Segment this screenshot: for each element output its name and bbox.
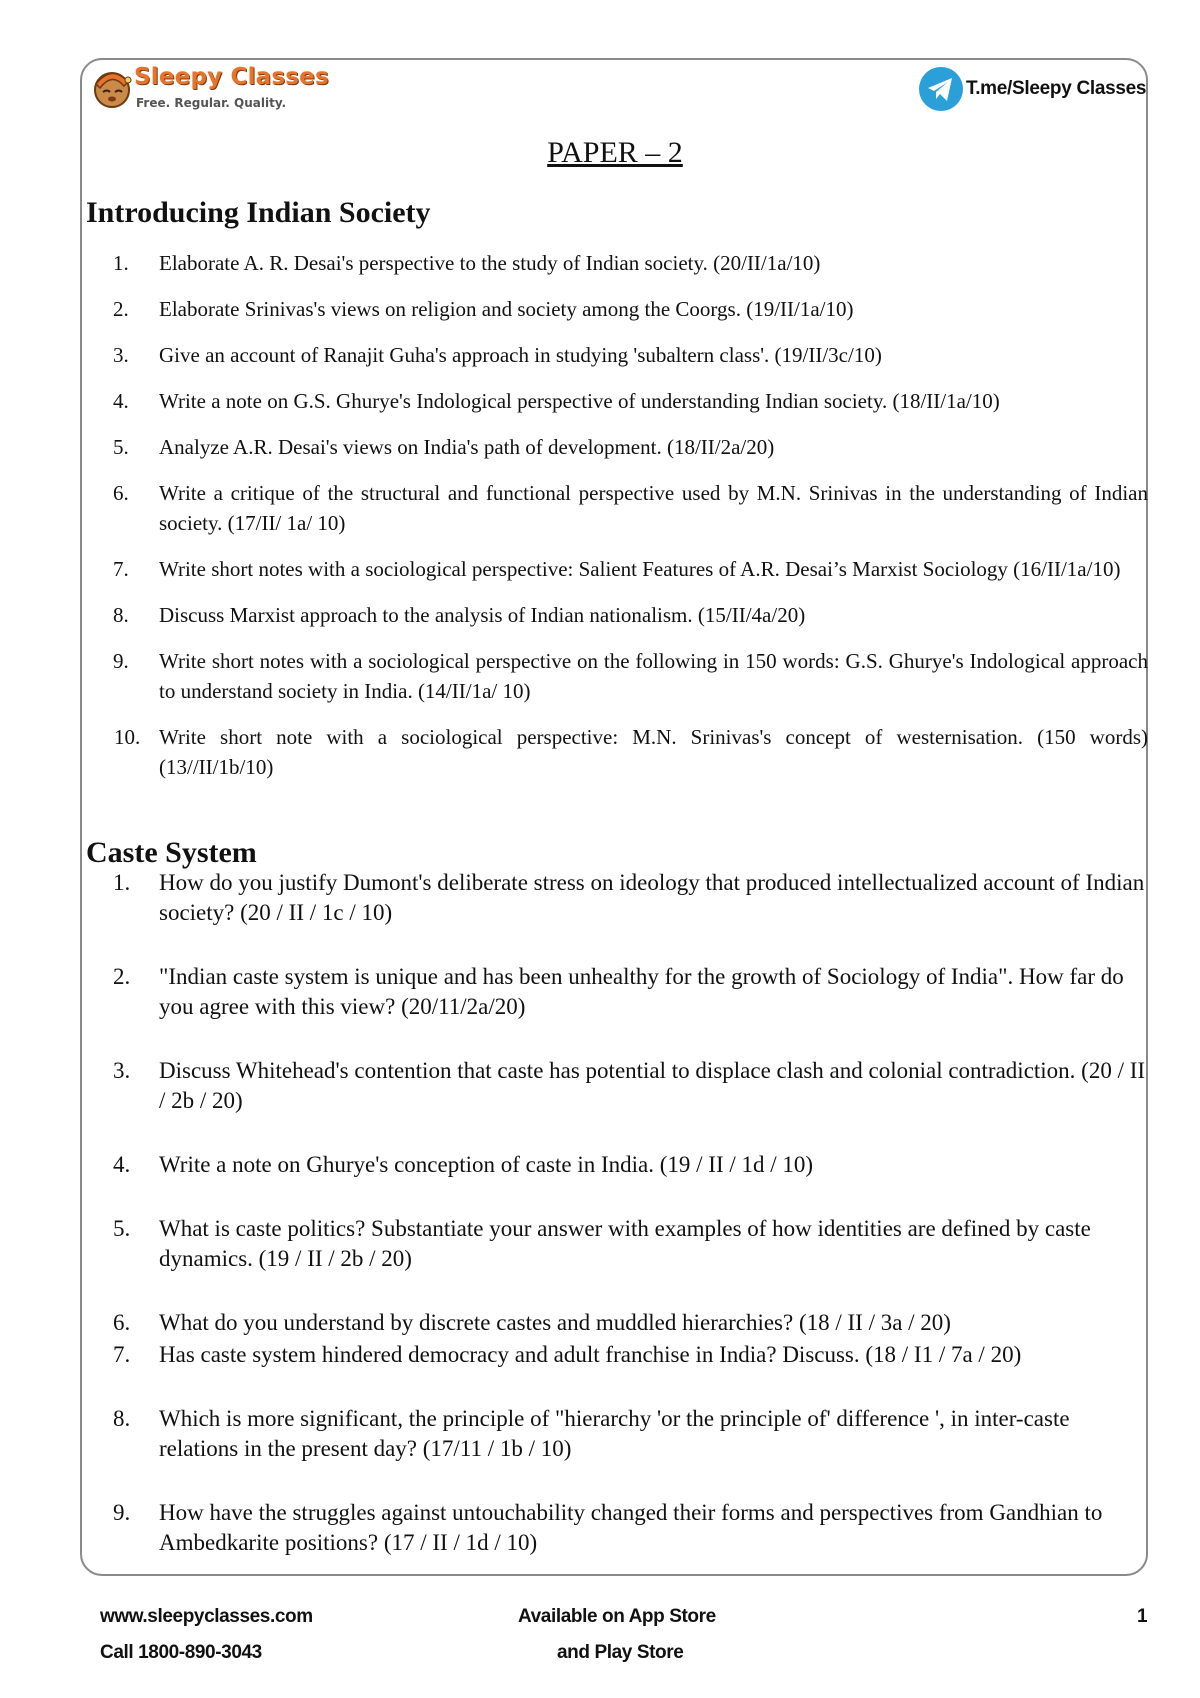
list-item (86, 1214, 1148, 1274)
item-text: Write a note on Ghurye's conception of caste in India. (19 / II / 1d / 10) (159, 1152, 814, 1177)
list-item (86, 722, 1148, 782)
question-list-intro (86, 248, 1148, 798)
item-number: 1. (113, 251, 129, 275)
list-item (86, 478, 1148, 538)
item-text: Write short note with a sociological perspective: M.N. Srinivas's concept of westernisation. (150 words) (13//II/1b/10) (159, 725, 1148, 779)
question-list-caste (86, 868, 1148, 1558)
item-number: 5. (113, 435, 129, 459)
section-heading-intro: Introducing Indian Society (86, 196, 431, 229)
item-text: Has caste system hindered democracy and adult franchise in India? Discuss. (18 / I1 / 7a / 20) (159, 1342, 1022, 1367)
section-heading-caste: Caste System (86, 836, 257, 869)
list-item (86, 554, 1148, 584)
item-text: How have the struggles against untouchability changed their forms and perspectives from Gandhian to Ambedkarite positions? (17 / II / 1d / 10) (159, 1500, 1103, 1555)
sleepy-mascot-icon (90, 66, 134, 110)
item-number: 4. (113, 1152, 131, 1177)
telegram-handle: T.me/Sleepy Classes (966, 78, 1147, 99)
item-text: How do you justify Dumont's deliberate stress on ideology that produced intellectualized account of Indian society? (20 / II / 1c / 10) (159, 870, 1145, 925)
item-number: 2. (113, 297, 129, 321)
item-text: Write short notes with a sociological perspective on the following in 150 words: G.S. Ghurye's Indological approach to understand society in India. (14/II/1a/ 10) (159, 649, 1148, 703)
item-text: Write a note on G.S. Ghurye's Indological perspective of understanding Indian society. (18/II/1a/10) (159, 389, 1000, 413)
item-text: Write short notes with a sociological perspective: Salient Features of A.R. Desai’s Marxist Sociology (16/II/1a/10) (159, 557, 1121, 581)
list-item (86, 386, 1148, 416)
telegram-link[interactable] (918, 66, 1146, 112)
item-text: Discuss Marxist approach to the analysis of Indian nationalism. (15/II/4a/20) (159, 603, 806, 627)
list-item (86, 1150, 1148, 1180)
list-item (86, 1404, 1148, 1464)
item-text: What is caste politics? Substantiate your answer with examples of how identities are defined by caste dynamics. (19 / II / 2b / 20) (159, 1216, 1091, 1271)
item-number: 3. (113, 1058, 131, 1083)
footer-phone[interactable]: Call 1800-890-3043 (100, 1642, 262, 1663)
list-item (86, 1308, 1148, 1338)
item-text: "Indian caste system is unique and has been unhealthy for the growth of Sociology of India". How far do you agree with this view? (20/11/2a/20) (159, 964, 1124, 1019)
item-text: Elaborate A. R. Desai's perspective to the study of Indian society. (20/II/1a/10) (159, 251, 821, 275)
item-text: Give an account of Ranajit Guha's approach in studying 'subaltern class'. (19/II/3c/10) (159, 343, 882, 367)
list-item (86, 340, 1148, 370)
sleepy-classes-logo[interactable] (90, 64, 330, 120)
list-item (86, 1340, 1148, 1370)
list-item (86, 248, 1148, 278)
item-number: 6. (113, 481, 129, 505)
list-item (86, 646, 1148, 706)
item-text: Discuss Whitehead's contention that caste has potential to displace clash and colonial contradiction. (20 / II / 2b / 20) (159, 1058, 1146, 1113)
item-text: Which is more significant, the principle of "hierarchy 'or the principle of' difference ', in inter-caste relations in the present day? (17/11 / 1b / 10) (159, 1406, 1070, 1461)
page-number: 1 (1137, 1606, 1148, 1627)
logo-tagline: Free. Regular. Quality. (136, 96, 287, 110)
list-item (86, 962, 1148, 1022)
item-number: 7. (113, 1342, 131, 1367)
page-title: PAPER – 2 (547, 136, 683, 169)
item-number: 10. (114, 725, 141, 749)
footer-website-link[interactable]: www.sleepyclasses.com (100, 1606, 313, 1627)
list-item (86, 1056, 1148, 1116)
list-item (86, 868, 1148, 928)
item-number: 2. (113, 964, 131, 989)
item-text: Analyze A.R. Desai's views on India's path of development. (18/II/2a/20) (159, 435, 775, 459)
item-text: What do you understand by discrete castes and muddled hierarchies? (18 / II / 3a / 20) (159, 1310, 951, 1335)
item-number: 1. (113, 870, 131, 895)
footer-store-line1: Available on App Store (518, 1606, 716, 1627)
item-number: 8. (113, 1406, 131, 1431)
logo-title: Sleepy Classes (134, 64, 329, 90)
item-number: 7. (113, 557, 129, 581)
item-number: 5. (113, 1216, 131, 1241)
list-item (86, 1498, 1148, 1558)
telegram-icon (918, 66, 964, 112)
item-number: 4. (113, 389, 129, 413)
footer-store-line2: and Play Store (557, 1642, 684, 1663)
item-text: Write a critique of the structural and functional perspective used by M.N. Srinivas in the understanding of Indian society. (17/II/ 1a/ 10) (159, 481, 1148, 535)
item-number: 9. (113, 1500, 131, 1525)
item-text: Elaborate Srinivas's views on religion and society among the Coorgs. (19/II/1a/10) (159, 297, 854, 321)
item-number: 8. (113, 603, 129, 627)
list-item (86, 600, 1148, 630)
list-item (86, 294, 1148, 324)
item-number: 9. (113, 649, 129, 673)
item-number: 6. (113, 1310, 131, 1335)
item-number: 3. (113, 343, 129, 367)
list-item (86, 432, 1148, 462)
